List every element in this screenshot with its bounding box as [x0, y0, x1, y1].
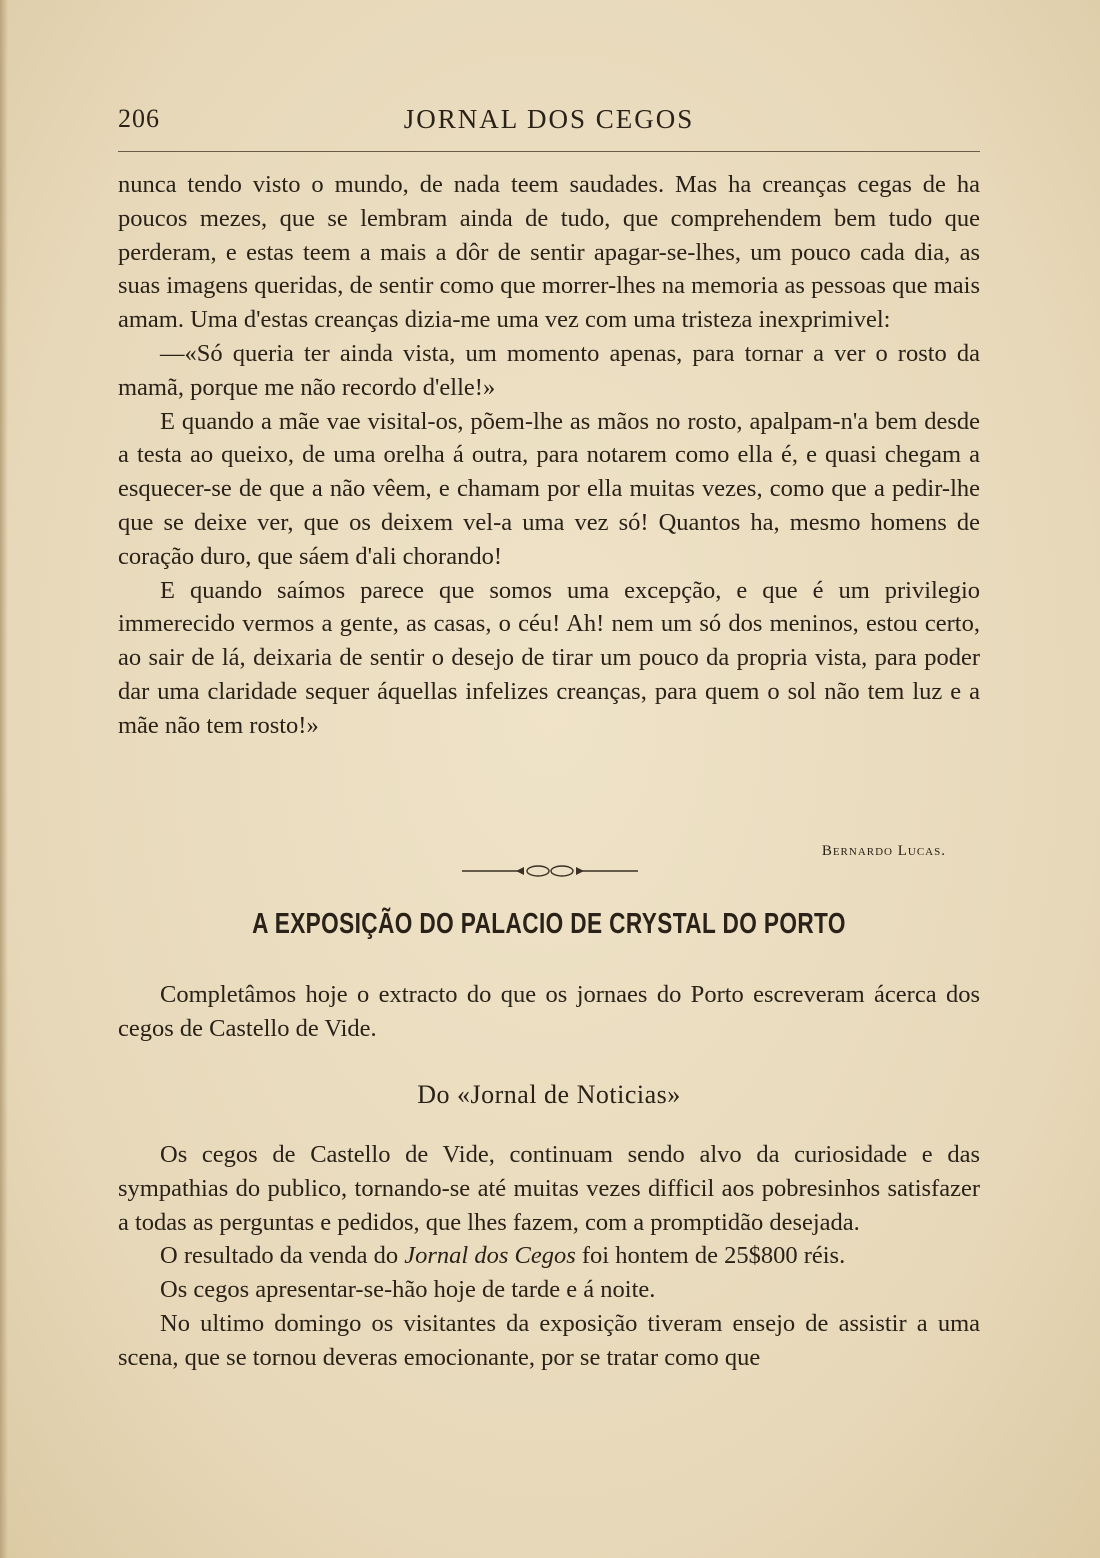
paragraph: No ultimo domingo os visitantes da exposição tiveram ensejo de assistir a uma scena, que se tornou deveras emocionante, por se tratar como que	[118, 1309, 980, 1371]
separator-ornament	[462, 862, 638, 880]
page-number: 206	[118, 104, 160, 133]
paragraph: E quando a mãe vae visital-os, põem-lhe as mãos no rosto, apalpam-n'a bem desde a testa ao queixo, de uma orelha á outra, para notarem como ella é, e quasi chegam a esquecer-se de que a não vêem, e chamam por ella muitas vezes, como que a pedir-lhe que se deixe ver, que os deixem vel-a uma vez só! Quantos ha, mesmo homens de coração duro, que sáem d'ali chorando!	[118, 407, 980, 570]
paragraph: —«Só queria ter ainda vista, um momento apenas, para tornar a ver o rosto da mamã, porque me não recordo d'elle!»	[118, 339, 980, 401]
article-subheading: Do «Jornal de Noticias»	[417, 1080, 681, 1109]
author-signature: Bernardo Lucas.	[821, 843, 946, 859]
article-body	[118, 1138, 980, 1375]
paragraph	[118, 1239, 980, 1273]
paragraph: Os cegos de Castello de Vide, continuam sendo alvo da curiosidade e das sympathias do publico, tornando-se até muitas vezes difficil aos pobresinhos satisfazer a todas as perguntas e pedidos, que lhes fazem, com a promptidão desejada.	[118, 1141, 980, 1236]
paragraph: Os cegos apresentar-se-hão hoje de tarde e á noite.	[160, 1276, 656, 1304]
page-edge	[0, 0, 8, 1558]
header-rule	[118, 151, 980, 152]
newspaper-title: Jornal dos Cegos	[404, 1242, 576, 1270]
text-span: foi hontem de 25$800 réis.	[575, 1242, 846, 1270]
paragraph: Completâmos hoje o extracto do que os jornaes do Porto escreveram ácerca dos cegos de Castello de Vide.	[118, 981, 980, 1042]
paragraph: nunca tendo visto o mundo, de nada teem saudades. Mas ha creanças cegas de ha poucos mezes, que se lembram ainda de tudo, que comprehendem bem tudo que perderam, e estas teem a mais a dôr de sentir apagar-se-lhes, um pouco cada dia, as suas imagens queridas, de sentir como que morrer-lhes na memoria as pessoas que mais amam. Uma d'estas creanças dizia-me uma vez com uma tristeza inexprimivel:	[118, 171, 980, 334]
running-title: JORNAL DOS CEGOS	[403, 104, 695, 134]
article-intro	[118, 978, 980, 1046]
paragraph: E quando saímos parece que somos uma excepção, e que é um privilegio immerecido vermos a gente, as casas, o céu! Ah! nem um só dos meninos, estou certo, ao sair de lá, deixaria de sentir o desejo de tirar um pouco da propria vista, para poder dar uma claridade sequer áquellas infelizes creanças, para quem o sol não tem luz e a mãe não tem rosto!»	[118, 576, 980, 739]
article-title: A EXPOSIÇÃO DO PALACIO DE CRYSTAL DO PORTO	[252, 908, 846, 940]
text-span: O resultado da venda do	[160, 1242, 405, 1270]
continued-article	[118, 168, 980, 743]
page-header	[118, 104, 980, 148]
